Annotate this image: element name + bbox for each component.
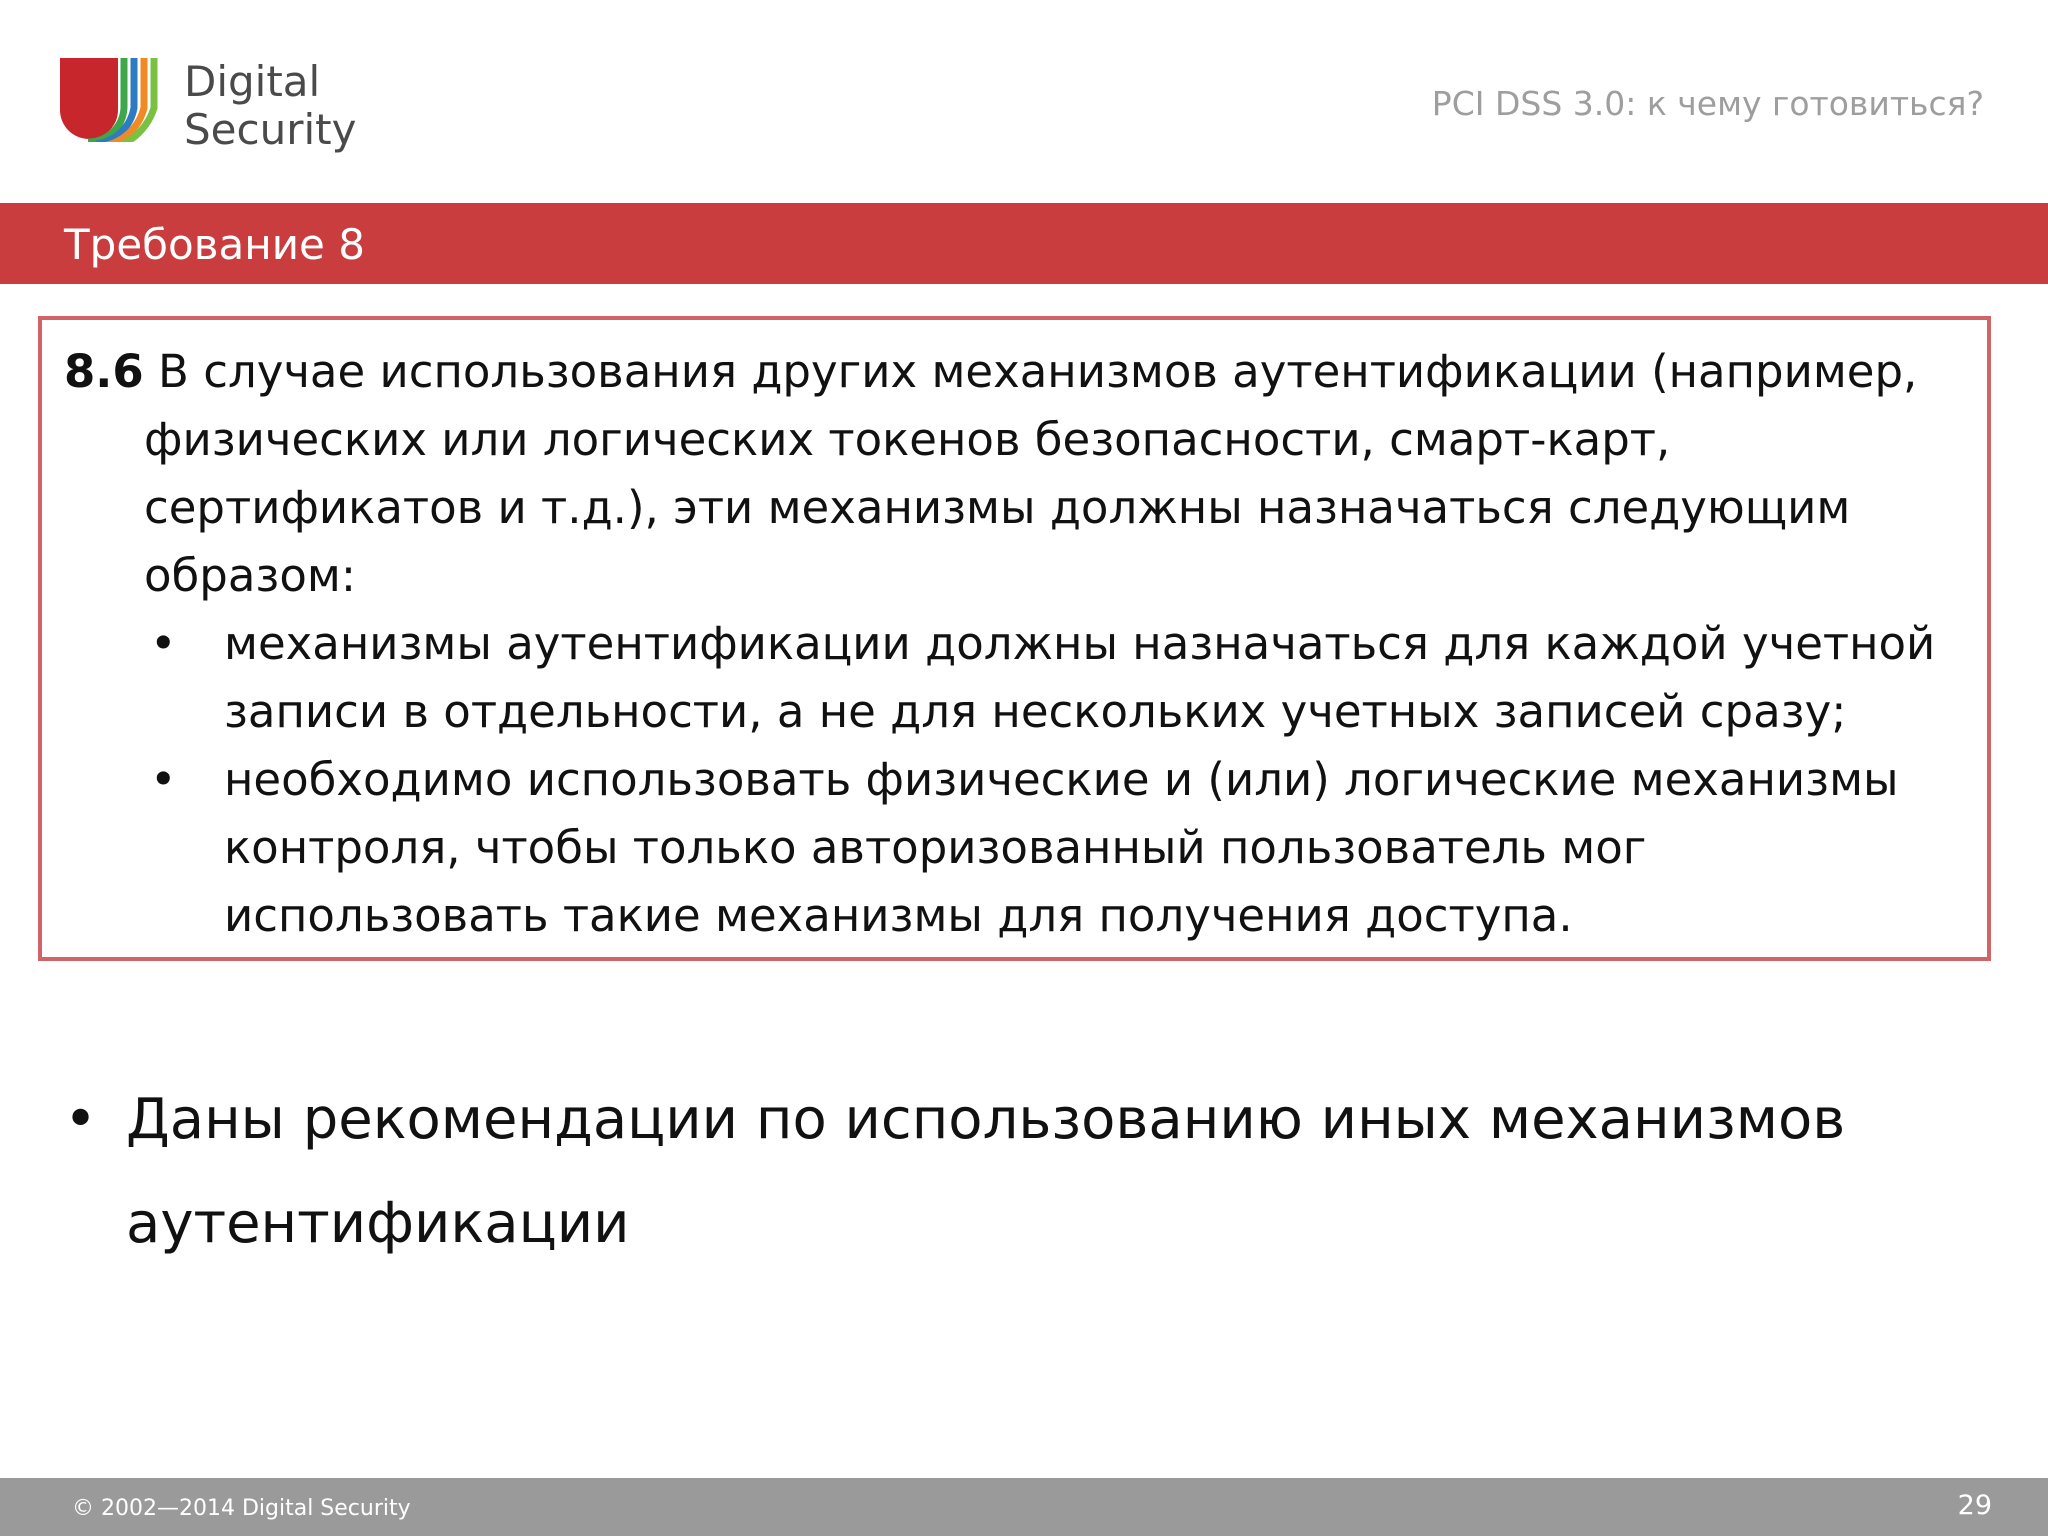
page-number: 29 xyxy=(1957,1490,1992,1521)
list-item-line: контроля, чтобы только авторизованный пользователь мог xyxy=(224,821,1647,874)
digital-security-logo-icon xyxy=(60,58,168,142)
requirement-number: 8.6 xyxy=(64,345,144,398)
list-item-line: механизмы аутентификации должны назначаться для каждой учетной xyxy=(224,617,1936,670)
logo-line2: Security xyxy=(184,105,357,154)
section-bar xyxy=(0,203,2048,284)
bullet-icon: • xyxy=(150,617,177,670)
bullet-icon: • xyxy=(150,753,177,806)
footer-bar xyxy=(0,1478,2048,1536)
logo xyxy=(60,58,360,158)
list-item-line: использовать такие механизмы для получения доступа. xyxy=(224,889,1573,942)
logo-line1: Digital xyxy=(184,57,321,106)
requirement-list xyxy=(64,610,1964,950)
requirement-paragraph xyxy=(64,338,1964,610)
bullet-icon: • xyxy=(64,1087,98,1152)
footer-copyright: © 2002—2014 Digital Security xyxy=(72,1496,411,1521)
summary-text xyxy=(126,1068,1966,1276)
requirement-line: образом: xyxy=(144,549,356,602)
requirement-list-item xyxy=(64,610,1964,746)
requirement-list-item xyxy=(64,746,1964,950)
requirement-line: В случае использования других механизмов аутентификации (например, xyxy=(158,345,1918,398)
presentation-title: PCI DSS 3.0: к чему готовиться? xyxy=(1431,84,1984,123)
requirement-text xyxy=(64,338,1964,950)
list-item-line: необходимо использовать физические и (или) логические механизмы xyxy=(224,753,1899,806)
requirement-box xyxy=(38,316,1991,961)
logo-text xyxy=(184,58,356,154)
section-title: Требование 8 xyxy=(64,220,365,269)
requirement-line: физических или логических токенов безопасности, смарт-карт, xyxy=(144,413,1671,466)
list-item-line: записи в отдельности, а не для нескольких учетных записей сразу; xyxy=(224,685,1847,738)
summary-line: аутентификации xyxy=(126,1191,630,1256)
requirement-line: сертификатов и т.д.), эти механизмы должны назначаться следующим xyxy=(144,481,1851,534)
summary-line: Даны рекомендации по использованию иных механизмов xyxy=(126,1087,1846,1152)
